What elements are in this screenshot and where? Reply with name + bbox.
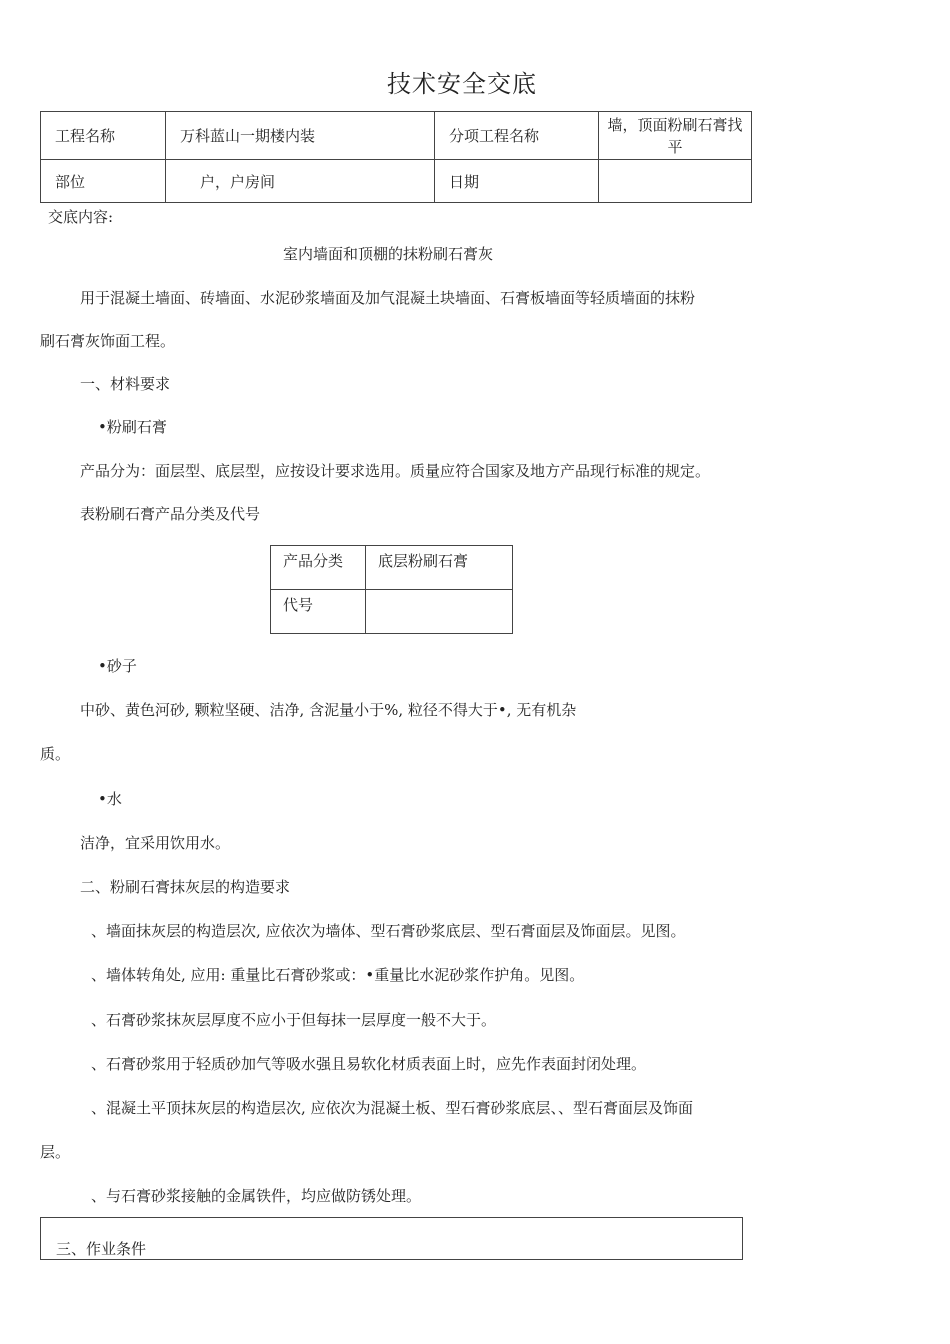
section-2-item: 、与石膏砂浆接触的金属铁件，均应做防锈处理。 [91,1187,422,1205]
bullet-water: •水 [98,790,122,808]
document-title: 技术安全交底 [387,70,537,98]
project-info-table [40,111,752,203]
sand-text-line-1: 中砂、黄色河砂, 颗粒坚硬、洁净, 含泥量小于%, 粒径不得大于•, 无有机杂 [80,701,577,719]
section-2-heading: 二、粉刷石膏抹灰层的构造要求 [80,878,291,896]
content-label: 交底内容: [48,208,114,226]
section-3-box [40,1217,743,1260]
section-1-heading: 一、材料要求 [80,375,171,393]
date-value [599,160,752,203]
section-2-item: 、石膏砂浆抹灰层厚度不应小于但每抹一层厚度一般不大于。 [91,1011,497,1029]
product-class-value: 底层粉刷石膏 [366,546,513,590]
sub-project-label: 分项工程名称 [435,112,599,160]
section-3-heading: 三、作业条件 [56,1240,147,1258]
section-2-item: 、墙面抹灰层的构造层次, 应依次为墙体、型石膏砂浆底层、型石膏面层及饰面层。见图。 [91,922,686,940]
project-name-value: 万科蓝山一期楼内装 [166,112,435,160]
section-subtitle: 室内墙面和顶棚的抹粉刷石膏灰 [283,245,494,263]
section-2-item: 、混凝土平顶抹灰层的构造层次, 应依次为混凝土板、型石膏砂浆底层、、型石膏面层及饰面 [91,1099,694,1117]
section-2-item: 、石膏砂浆用于轻质砂加气等吸水强且易软化材质表面上时，应先作表面封闭处理。 [91,1055,647,1073]
bullet-sand: •砂子 [98,657,137,675]
table-caption: 表粉刷石膏产品分类及代号 [80,505,261,523]
location-value: 户，户房间 [166,160,435,203]
location-label: 部位 [41,160,166,203]
intro-line-1: 用于混凝土墙面、砖墙面、水泥砂浆墙面及加气混凝土块墙面、石膏板墙面等轻质墙面的抹粉 [80,289,696,307]
product-class-label: 产品分类 [271,546,366,590]
section-2-item-continuation: 层。 [40,1143,71,1161]
sand-text-line-2: 质。 [40,745,71,763]
product-code-value [366,590,513,634]
bullet-plaster: •粉刷石膏 [98,418,167,436]
plaster-text: 产品分为：面层型、底层型，应按设计要求选用。质量应符合国家及地方产品现行标准的规定。 [80,462,711,480]
water-text: 洁净，宜采用饮用水。 [80,834,231,852]
project-name-label: 工程名称 [41,112,166,160]
intro-line-2: 刷石膏灰饰面工程。 [40,332,176,350]
date-label: 日期 [435,160,599,203]
product-classification-table [270,545,513,634]
sub-project-value: 墙，顶面粉刷石膏找平 [599,112,752,160]
product-code-label: 代号 [271,590,366,634]
section-2-item: 、墙体转角处, 应用: 重量比石膏砂浆或：•重量比水泥砂浆作护角。见图。 [91,966,585,984]
